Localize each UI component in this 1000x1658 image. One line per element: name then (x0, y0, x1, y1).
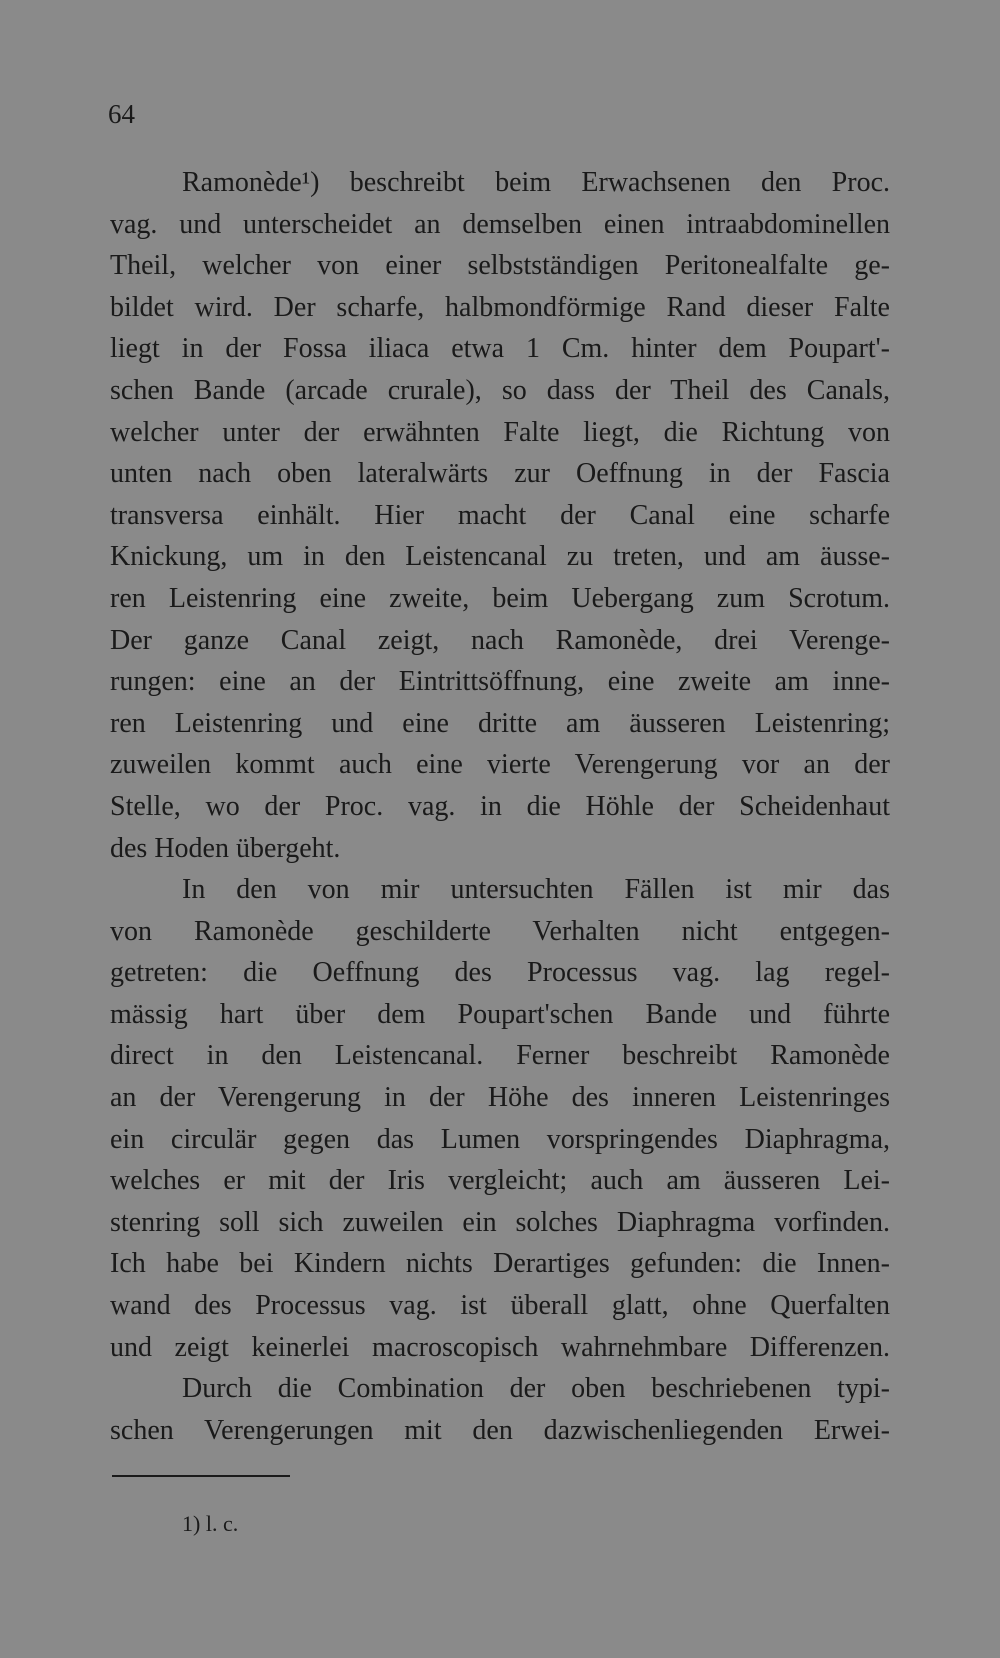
text-line: an der Verengerung in der Höhe des inneren Leistenringes (110, 1082, 890, 1114)
body-text (110, 162, 890, 1451)
text-line: vag. und unterscheidet an demselben einen intraabdominellen (110, 208, 890, 240)
footnote: 1) l. c. (182, 1511, 239, 1536)
text-line: schen Verengerungen mit den dazwischenliegenden Erwei- (110, 1414, 890, 1446)
text-line: Ramonède¹) beschreibt beim Erwachsenen den Proc. (182, 167, 890, 198)
text-line: stenring soll sich zuweilen ein solches Diaphragma vorfinden. (110, 1206, 890, 1238)
page-number: 64 (108, 99, 135, 129)
text-line: Stelle, wo der Proc. vag. in die Höhle der Scheidenhaut (110, 790, 890, 822)
footnote-divider (112, 1475, 290, 1477)
text-line: mässig hart über dem Poupart'schen Bande und führte (110, 998, 890, 1030)
text-line: transversa einhält. Hier macht der Canal eine scharfe (110, 499, 890, 531)
text-line: des Hoden übergeht. (110, 832, 341, 864)
text-line: ren Leistenring eine zweite, beim Uebergang zum Scrotum. (110, 582, 890, 614)
text-line: In den von mir untersuchten Fällen ist mir das (182, 874, 890, 906)
text-line: wand des Processus vag. ist überall glatt, ohne Querfalten (110, 1290, 890, 1322)
text-line: Durch die Combination der oben beschriebenen typi- (182, 1373, 890, 1405)
text-line: Der ganze Canal zeigt, nach Ramonède, drei Verenge- (110, 624, 890, 656)
text-line: Theil, welcher von einer selbstständigen Peritonealfalte ge- (110, 250, 890, 282)
text-line: Ich habe bei Kindern nichts Derartiges gefunden: die Innen- (110, 1248, 890, 1280)
text-line: und zeigt keinerlei macroscopisch wahrnehmbare Differenzen. (110, 1331, 890, 1363)
text-line: bildet wird. Der scharfe, halbmondförmige Rand dieser Falte (110, 291, 890, 323)
text-line: von Ramonède geschilderte Verhalten nicht entgegen- (110, 915, 890, 947)
text-line: Knickung, um in den Leistencanal zu treten, und am äusse- (110, 541, 890, 573)
text-line: liegt in der Fossa iliaca etwa 1 Cm. hinter dem Poupart'- (110, 333, 890, 365)
text-line: unten nach oben lateralwärts zur Oeffnung in der Fascia (110, 458, 890, 490)
text-line: ein circulär gegen das Lumen vorspringendes Diaphragma, (110, 1123, 890, 1155)
text-line: getreten: die Oeffnung des Processus vag. lag regel- (110, 957, 890, 989)
text-line: schen Bande (arcade crurale), so dass der Theil des Canals, (110, 374, 890, 406)
text-line: ren Leistenring und eine dritte am äusseren Leistenring; (110, 707, 890, 739)
text-line: rungen: eine an der Eintrittsöffnung, eine zweite am inne- (110, 666, 890, 698)
text-line: welches er mit der Iris vergleicht; auch am äusseren Lei- (110, 1165, 890, 1197)
text-line: zuweilen kommt auch eine vierte Verengerung vor an der (110, 749, 890, 781)
text-line: direct in den Leistencanal. Ferner beschreibt Ramonède (110, 1040, 890, 1072)
text-line: welcher unter der erwähnten Falte liegt, die Richtung von (110, 416, 890, 448)
